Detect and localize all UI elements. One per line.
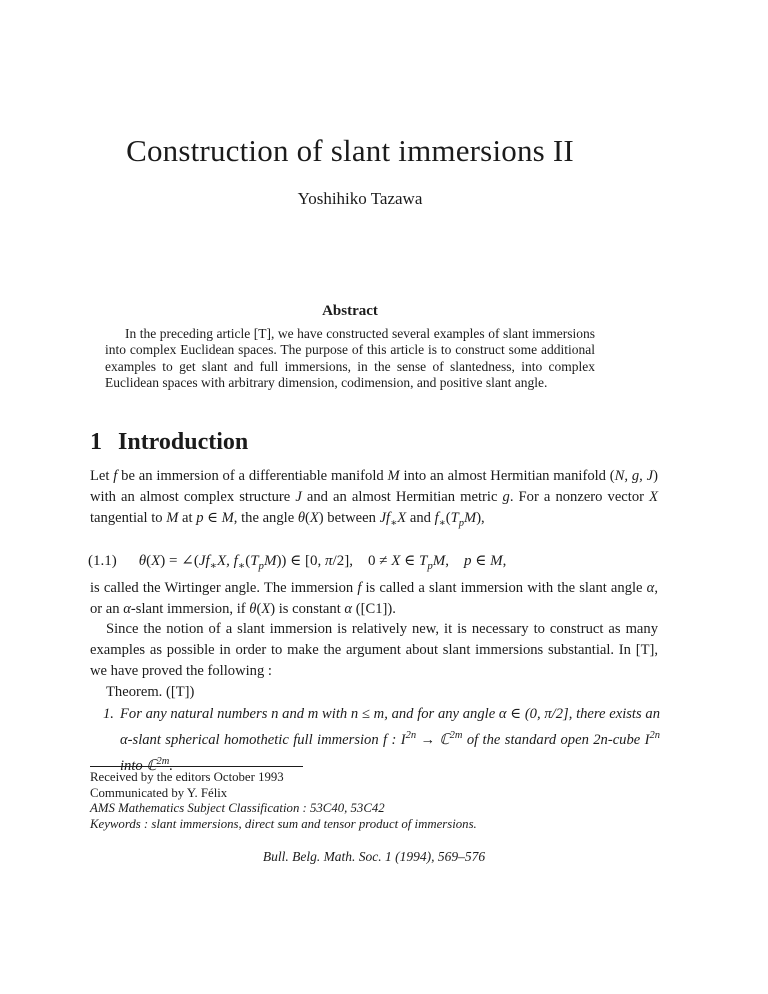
footnote-communicated: Communicated by Y. Félix	[90, 785, 228, 800]
paper-author: Yoshihiko Tazawa	[297, 189, 423, 208]
section-heading	[90, 429, 658, 456]
intro-paragraph-1: Let f be an immersion of a differentiable manifold M into an almost Hermitian manifold (N, g, J) with an almost complex structure J and an almost Hermitian metric g. For a nonzero vector X tangential to M at p ∈ M, the angle θ(X) between $Jf_∗X$ and $f_∗(T_pM)$,	[90, 468, 658, 529]
equation-body: $\theta(X) = \angle(Jf_∗X$, $f_∗(T_pM)$) ∈ [0, π/2], 0 ≠ X ∈ $T_pM$, p ∈ M,	[138, 553, 507, 572]
journal-citation: Bull. Belg. Math. Soc. 1 (1994), 569–576	[262, 849, 486, 864]
footnote-ams-classification: AMS Mathematics Subject Classification : 53C40, 53C42	[90, 801, 385, 816]
abstract-body: In the preceding article [T], we have constructed several examples of slant immersions into complex Euclidean spaces. The purpose of this article is to construct some additional examples to get slant and full immersions, in the sense of slantedness, into complex Euclidean spaces with arbitrary dimension, codimension, and positive slant angle.	[105, 326, 595, 391]
section-title: Introduction	[118, 429, 249, 455]
section-number: 1	[90, 429, 102, 455]
equation-number: (1.1)	[88, 553, 117, 569]
paper-title: Construction of slant immersions II	[126, 132, 574, 168]
theorem-item-body: For any natural numbers n and m with n ≤ m, and for any angle α ∈ (0, π/2], there exists an α-slant spherical homothetic full immersion f : $I^{2n}$ → ℂ$^{2m}$ of the standard open 2n-cube $I^{2n}$ into ℂ$^{2m}$.	[120, 706, 660, 774]
footnote-rule	[90, 766, 303, 767]
intro-paragraph-3: Since the notion of a slant immersion is relatively new, it is necessary to construct as many examples as possible in order to make the argument about slant immersions substantial. In [T], we have proved the following :	[90, 621, 658, 679]
abstract-heading: Abstract	[322, 303, 378, 319]
equation-1-1	[88, 551, 660, 577]
footnote-keywords: Keywords : slant immersions, direct sum and tensor product of immersions.	[90, 816, 477, 831]
footnote-received: Received by the editors October 1993	[90, 770, 284, 784]
theorem-item-marker: 1.	[103, 706, 114, 722]
footnotes	[90, 770, 658, 832]
theorem-label: Theorem. ([T])	[106, 684, 195, 700]
intro-paragraph-2: is called the Wirtinger angle. The immersion f is called a slant immersion with the slant angle α, or an α-slant immersion, if θ(X) is constant α ([C1]).	[90, 580, 658, 617]
